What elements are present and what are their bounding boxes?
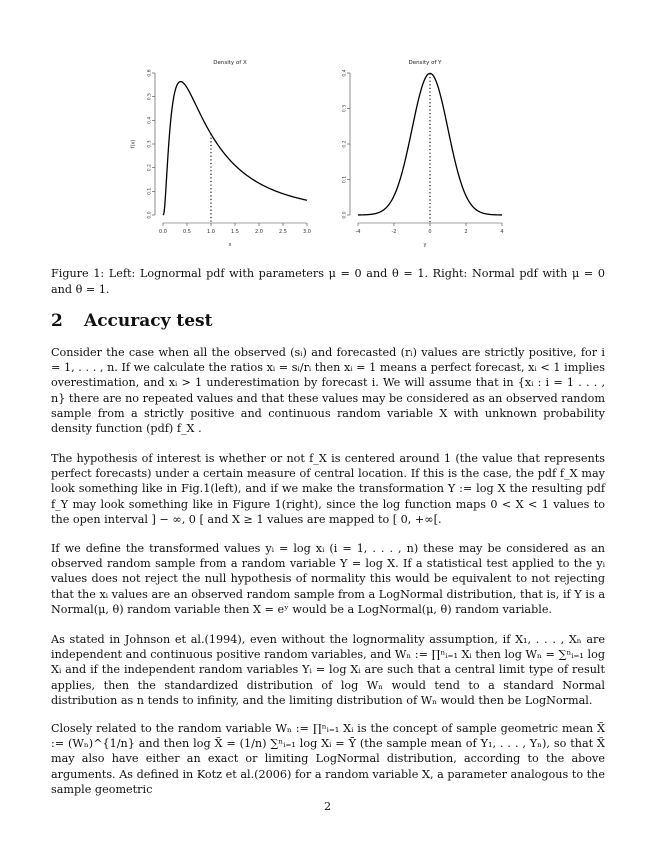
left-panel-title: Density of X <box>213 60 247 66</box>
section-title: Accuracy test <box>84 311 213 331</box>
y-tick-label: 0.4 <box>342 69 348 77</box>
density-curve <box>163 82 307 215</box>
page-number: 2 <box>323 800 332 813</box>
left-panel-ylabel: f(x) <box>130 139 137 149</box>
x-tick-label: 4 <box>500 229 504 235</box>
y-tick-label: 0.5 <box>147 93 153 101</box>
y-tick-label: 0.0 <box>342 211 348 219</box>
right-panel-title: Density of Y <box>408 60 442 66</box>
y-tick-label: 0.2 <box>147 164 153 172</box>
y-tick-label: 0.2 <box>342 140 348 148</box>
left-panel-xlabel: x <box>228 242 232 248</box>
y-tick-label: 0.3 <box>342 104 348 113</box>
paragraph-3: If we define the transformed values yᵢ = log xᵢ (i = 1, . . . , n) these may be considered as an observed random sample from a random variable Y = log X. If a statistical test applied to the yᵢ values does not reject the null hypothesis of normality this would be equivalent to not rejecting that the xᵢ values are an observed random sample from a LogNormal distribution, that is, if Y is a Normal(μ, θ) random variable then X = eʸ would be a LogNormal(μ, θ) random variable. <box>51 542 605 616</box>
y-tick-label: 0.0 <box>147 211 153 219</box>
lognormal-density-plot <box>135 55 325 255</box>
paragraph-4: As stated in Johnson et al.(1994), even without the lognormality assumption, if X₁, . . . , Xₙ are independent and continuous positive random variables, and Wₙ := ∏ⁿᵢ₌₁ Xᵢ then log Wₙ = ∑ⁿᵢ₌₁ log Xᵢ and if the independent random variables Yᵢ = log Xᵢ are such that a central limit type of result applies, then the standardized distribution of log Wₙ would tend to a standard Normal distribution as n tends to infinity, and the limiting distribution of Wₙ would then be LogNormal. <box>51 633 605 707</box>
x-tick-label: 0.5 <box>183 229 191 235</box>
y-tick-label: 0.1 <box>342 175 348 184</box>
y-tick-label: 0.4 <box>147 116 153 124</box>
right-panel-xlabel: y <box>423 242 427 248</box>
y-tick-label: 0.3 <box>147 140 153 148</box>
x-tick-label: -4 <box>355 229 361 235</box>
paragraph-1: Consider the case when all the observed (sᵢ) and forecasted (rᵢ) values are strictly positive, for i = 1, . . . , n. If we calculate the ratios xᵢ = sᵢ/rᵢ then xᵢ = 1 means a perfect forecast, xᵢ < 1 implies overestimation, and xᵢ > 1 underestimation by forecast i. We will assume that in {xᵢ : i = 1 . . . , n} there are no repeated values and that these values may be considered as an observed random sample from a strictly positive and continuous random variable X with unknown probability density function (pdf) f_X . <box>51 346 605 436</box>
paragraph-2: The hypothesis of interest is whether or not f_X is centered around 1 (the value that represents perfect forecasts) under a certain measure of central location. If this is the case, the pdf f_X may look something like in Fig.1(left), and if we make the transformation Y := log X the resulting pdf f_Y may look something like in Figure 1(right), since the log function maps 0 < X < 1 values to the open interval ] − ∞, 0 [ and X ≥ 1 values are mapped to [ 0, +∞[. <box>51 452 605 526</box>
x-tick-label: 0 <box>428 229 432 235</box>
y-tick-label: 0.1 <box>147 187 153 195</box>
x-tick-label: 2.5 <box>279 229 287 235</box>
paragraph-5: Closely related to the random variable Wₙ := ∏ⁿᵢ₌₁ Xᵢ is the concept of sample geometric mean X̃ := (Wₙ)^{1/n} and then log X̃ = (1/n) ∑ⁿᵢ₌₁ log Xᵢ = Ȳ (the sample mean of Y₁, . . . , Yₙ), so that X̃ may also have either an exact or limiting LogNormal distribution, according to the above arguments. As defined in Kotz et al.(2006) for a random variable X, a parameter analogous to the sample geometric <box>51 722 605 796</box>
x-tick-label: 1.0 <box>207 229 215 235</box>
figure-caption: Figure 1: Left: Lognormal pdf with parameters μ = 0 and θ = 1. Right: Normal pdf with μ = 0 and θ = 1. <box>51 267 605 296</box>
x-tick-label: 2 <box>464 229 468 235</box>
x-tick-label: 1.5 <box>231 229 239 235</box>
section-number: 2 <box>51 311 63 331</box>
section-heading <box>51 311 212 331</box>
x-tick-label: -2 <box>391 229 397 235</box>
figure-left-panel <box>130 55 325 255</box>
density-curve <box>358 73 502 215</box>
figure-right-panel <box>330 55 520 255</box>
normal-density-plot <box>330 55 520 255</box>
y-tick-label: 0.6 <box>147 69 153 77</box>
x-tick-label: 3.0 <box>303 229 311 235</box>
x-tick-label: 0.0 <box>159 229 167 235</box>
x-tick-label: 2.0 <box>255 229 263 235</box>
